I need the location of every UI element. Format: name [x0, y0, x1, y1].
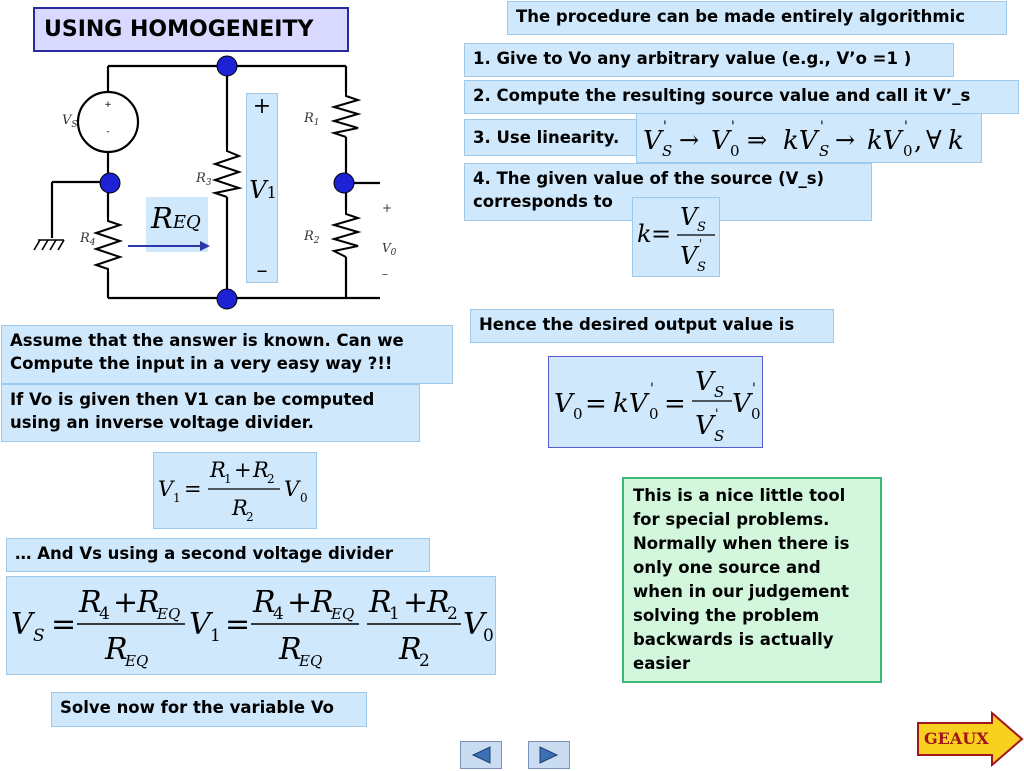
- svg-text:': ': [663, 119, 667, 135]
- vs-equation: [6, 576, 496, 675]
- vs-label: $V_S$: [62, 113, 78, 130]
- svg-text:': ': [650, 381, 654, 397]
- svg-text:0: 0: [903, 142, 913, 160]
- slide-title: USING HOMOGENEITY: [33, 7, 349, 52]
- svg-text:=: =: [225, 607, 251, 642]
- svg-text:kV: kV: [783, 126, 818, 156]
- svg-text:S: S: [697, 260, 706, 275]
- svg-text:∀: ∀: [926, 126, 942, 156]
- svg-text:EQ: EQ: [299, 652, 323, 670]
- svg-text:2: 2: [267, 472, 275, 486]
- node-top: [217, 56, 237, 76]
- vo-label: $V_0$: [382, 241, 397, 258]
- circuit-diagram: [30, 52, 440, 312]
- svg-text:=: =: [585, 389, 607, 419]
- svg-text:R: R: [311, 585, 334, 620]
- if-vo-text: If Vo is given then V1 can be computed using an inverse voltage divider.: [1, 384, 420, 442]
- triangle-right-icon: [538, 746, 560, 764]
- svg-text:1: 1: [389, 604, 400, 624]
- svg-text:⇒: ⇒: [747, 126, 768, 154]
- svg-text:R: R: [253, 458, 269, 482]
- assume-text: Assume that the answer is known. Can we Compute the input in a very easy way ?!!: [1, 325, 453, 384]
- intro-text: The procedure can be made entirely algorithmic: [507, 1, 1007, 35]
- svg-text:0: 0: [649, 405, 659, 423]
- svg-text:→: →: [679, 126, 700, 154]
- svg-text:': ': [820, 119, 824, 135]
- svg-text:V: V: [158, 477, 174, 501]
- svg-text:4: 4: [273, 604, 284, 624]
- svg-text:2: 2: [419, 651, 430, 671]
- step-3: 3. Use linearity.: [464, 119, 642, 156]
- svg-text:=: =: [651, 220, 672, 248]
- linearity-equation: [636, 113, 982, 163]
- svg-text:0: 0: [751, 405, 761, 423]
- svg-text:kV: kV: [613, 389, 648, 419]
- svg-text:V: V: [695, 367, 714, 397]
- v1-plus-sign: +: [252, 94, 272, 119]
- svg-text:+: +: [287, 585, 313, 620]
- req-label: REQ: [151, 201, 201, 235]
- svg-text:EQ: EQ: [157, 605, 181, 623]
- node-bottom: [217, 289, 237, 309]
- svg-text:S: S: [714, 427, 725, 445]
- v1-label: V1: [249, 176, 277, 204]
- svg-text:EQ: EQ: [331, 605, 355, 623]
- svg-text:k: k: [948, 126, 964, 156]
- svg-text:0: 0: [730, 142, 740, 160]
- triangle-left-icon: [470, 746, 492, 764]
- svg-text:=: =: [51, 607, 77, 642]
- prev-slide-button[interactable]: [460, 741, 502, 769]
- svg-text:1: 1: [173, 491, 181, 505]
- svg-text:R: R: [399, 632, 422, 667]
- vo-plus-sign: +: [382, 201, 393, 215]
- geaux-label: GEAUX: [924, 729, 989, 748]
- req-arrow: [126, 240, 216, 252]
- svg-text:': ': [904, 119, 908, 135]
- svg-text:0: 0: [573, 405, 583, 423]
- svg-text:R: R: [105, 632, 128, 667]
- resistor-r1-symbol: [334, 92, 358, 137]
- r4-label: $R_4$: [80, 231, 96, 248]
- svg-text:2: 2: [246, 510, 254, 524]
- svg-text:kV: kV: [867, 126, 902, 156]
- k-equation: [632, 197, 720, 277]
- svg-text:=: =: [664, 389, 686, 419]
- and-vs-text: … And Vs using a second voltage divider: [6, 538, 430, 572]
- svg-text:k: k: [637, 220, 652, 248]
- svg-text:1: 1: [224, 472, 232, 486]
- resistor-r2-symbol: [334, 210, 358, 257]
- r3-label: $R_3$: [196, 171, 212, 188]
- svg-text:R: R: [279, 632, 302, 667]
- step-4: 4. The given value of the source (V_s) corresponds to: [464, 163, 872, 221]
- v0-result-equation: [548, 356, 763, 448]
- svg-text:V: V: [284, 477, 300, 501]
- svg-text:': ': [731, 119, 735, 135]
- svg-text:→: →: [835, 126, 856, 154]
- svg-text:': ': [699, 237, 703, 251]
- svg-text:R: R: [79, 585, 102, 620]
- svg-text:0: 0: [300, 491, 308, 505]
- svg-text:': ': [715, 407, 719, 422]
- next-slide-button[interactable]: [528, 741, 570, 769]
- solve-text: Solve now for the variable Vo: [51, 692, 367, 727]
- step-1: 1. Give to Vo any arbitrary value (e.g., V’o =1 ): [464, 43, 954, 77]
- svg-text:1: 1: [210, 626, 221, 646]
- svg-text:S: S: [662, 142, 673, 160]
- svg-text:R: R: [369, 585, 392, 620]
- svg-text:V: V: [463, 607, 485, 642]
- resistor-r3-symbol: [215, 147, 239, 197]
- svg-text:S: S: [697, 220, 706, 235]
- svg-text:+: +: [403, 585, 429, 620]
- svg-text:V: V: [189, 607, 211, 642]
- hence-text: Hence the desired output value is: [470, 309, 834, 343]
- svg-text:S: S: [819, 142, 830, 160]
- svg-text:+: +: [234, 458, 252, 482]
- svg-text:': ': [752, 381, 756, 397]
- v1-minus-sign: –: [256, 258, 268, 283]
- vo-minus-sign: –: [382, 267, 388, 281]
- step-2: 2. Compute the resulting source value and call it V’_s: [464, 80, 1019, 114]
- svg-text:0: 0: [483, 626, 494, 646]
- svg-text:V: V: [695, 411, 714, 441]
- r1-label: $R_1$: [304, 111, 320, 128]
- svg-text:R: R: [427, 585, 450, 620]
- svg-text:,: ,: [914, 126, 923, 156]
- tip-note: This is a nice little tool for special problems. Normally when there is only one source and when in our judgement solving the problem backwards is actually easier: [622, 477, 882, 683]
- svg-text:R: R: [137, 585, 160, 620]
- svg-text:R: R: [210, 458, 226, 482]
- svg-text:EQ: EQ: [125, 652, 149, 670]
- svg-text:V: V: [732, 389, 751, 419]
- svg-text:V: V: [680, 242, 698, 270]
- svg-text:S: S: [714, 383, 725, 401]
- geaux-button[interactable]: [916, 711, 1024, 767]
- svg-text:R: R: [232, 496, 248, 520]
- svg-text:+: +: [113, 585, 139, 620]
- v1-box: [246, 93, 278, 283]
- svg-text:V: V: [680, 203, 698, 231]
- v1-divider-equation: [153, 452, 317, 529]
- svg-text:V: V: [711, 126, 730, 156]
- node-right: [334, 173, 354, 193]
- r2-label: $R_2$: [304, 229, 320, 246]
- svg-text:V: V: [643, 126, 662, 156]
- svg-text:=: =: [184, 477, 202, 501]
- svg-text:S: S: [33, 626, 45, 646]
- source-plus-sign: +: [104, 100, 112, 110]
- resistor-r4-symbol: [96, 217, 120, 272]
- svg-text:4: 4: [99, 604, 110, 624]
- source-minus-sign: -: [106, 127, 110, 137]
- svg-text:2: 2: [447, 604, 458, 624]
- svg-text:V: V: [11, 607, 33, 642]
- node-left: [100, 173, 120, 193]
- svg-text:V: V: [554, 389, 573, 419]
- svg-text:R: R: [253, 585, 276, 620]
